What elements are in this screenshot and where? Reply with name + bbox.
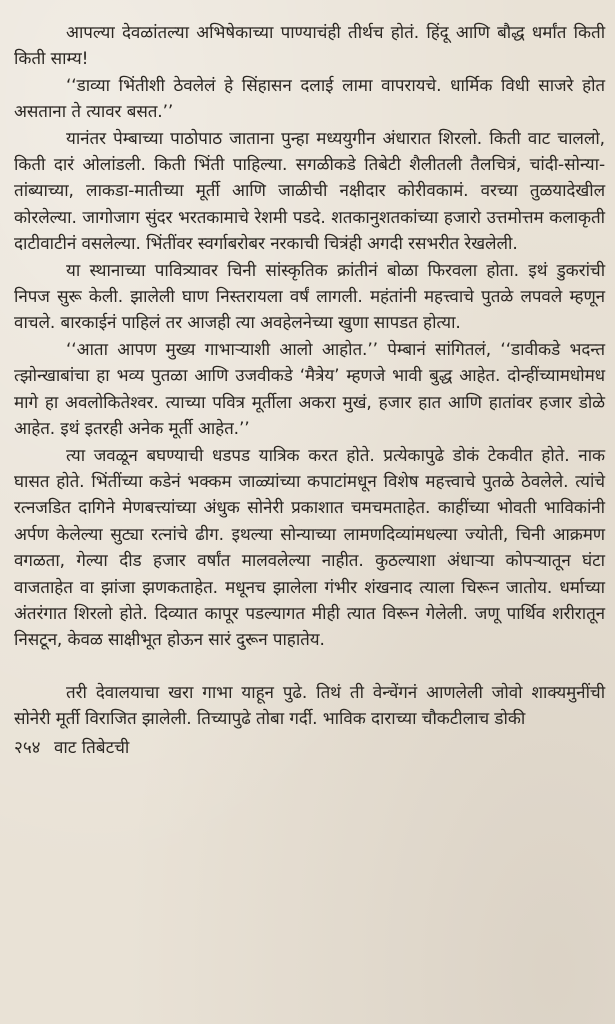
- section-gap: [14, 654, 605, 680]
- paragraph-1: आपल्या देवळांतल्या अभिषेकाच्या पाण्याचंही तीर्थच होतं. हिंदू आणि बौद्ध धर्मांत किती किती साम्य!: [14, 23, 605, 70]
- paragraph-5: ‘‘आता आपण मुख्य गाभाऱ्याशी आलो आहोत.’’ पेम्बानं सांगितलं, ‘‘डावीकडे भदन्त त्झोन्खाबांचा हा भव्य पुतळा आणि उजवीकडे ‘मैत्रेय’ म्हणजे भावी बुद्ध आहेत. दोन्हींच्यामधोमध मागे हा अवलोकितेश्वर. त्याच्या पवित्र मूर्तीला अकरा मुखं, हजार हात आणि हातांवर हजार डोळे आहेत. इथं इतरही अनेक मूर्ती आहेत.’’: [14, 339, 605, 440]
- body-text: [14, 20, 605, 733]
- page-number: २५४: [14, 737, 41, 758]
- paragraph-3: यानंतर पेम्बाच्या पाठोपाठ जाताना पुन्हा मध्ययुगीन अंधारात शिरलो. किती वाट चाललो, किती दारं ओलांडली. किती भिंती पाहिल्या. सगळीकडे तिबेटी शैलीतली तैलचित्रं, चांदी-सोन्या-तांब्याच्या, लाकडा-मातीच्या मूर्ती आणि जाळीची नक्षीदार कोरीवकामं. वरच्या तुळयादेखील कोरलेल्या. जागोजाग सुंदर भरतकामाचे रेशमी पडदे. शतकानुशतकांच्या हजारो उत्तमोत्तम कलाकृती दाटीवाटीनं वसलेल्या. भिंतींवर स्वर्गाबरोबर नरकाची चित्रंही अगदी रसभरीत रेखलेली.: [14, 128, 605, 255]
- paragraph-6: त्या जवळून बघण्याची धडपड यात्रिक करत होते. प्रत्येकापुढे डोकं टेकवीत होते. नाक घासत होते. भिंतींच्या कडेनं भक्कम जाळ्यांच्या कपाटांमधून विशेष महत्त्वाचे पुतळे ठेवलेले. त्यांचे रत्नजडित दागिने मेणबत्त्यांच्या अंधुक सोनेरी प्रकाशात चमचमताहेत. काहींच्या भोवती भाविकांनी अर्पण केलेल्या सुट्या रत्नांचे ढीग. इथल्या सोन्याच्या लामणदिव्यांमधल्या ज्योती, चिनी आक्रमण वगळता, गेल्या दीड हजार वर्षांत मालवलेल्या नाहीत. कुठल्याशा अंधाऱ्या कोपऱ्यातून घंटा वाजताहेत वा झांजा झणकताहेत. मधूनच झालेला गंभीर शंखनाद त्याला चिरून जातोय. धर्माच्या अंतरंगात शिरलो होते. दिव्यात कापूर पडल्यागत मीही त्यात विरून गेलेली. जणू पार्थिव शरीरातून निसटून, केवळ साक्षीभूत होऊन सारं दुरून पाहातेय.: [14, 445, 605, 651]
- paragraph-7: तरी देवालयाचा खरा गाभा याहून पुढे. तिथं ती वेन्चेंगनं आणलेली जोवो शाक्यमुनींची सोनेरी मूर्ती विराजित झालेली. तिच्यापुढे तोबा गर्दी. भाविक दाराच्या चौकटीलाच डोकी: [14, 682, 605, 730]
- page-footer: [14, 735, 605, 761]
- running-title: वाट तिबेटची: [53, 737, 130, 758]
- paragraph-4: या स्थानाच्या पावित्र्यावर चिनी सांस्कृतिक क्रांतीनं बोळा फिरवला होता. इथं डुकरांची निपज सुरू केली. झालेली घाण निस्तरायला वर्षं लागली. महंतांनी महत्त्वाचे पुतळे लपवले म्हणून वाचले. बारकाईनं पाहिलं तर आजही त्या अवहेलनेच्या खुणा सापडत होत्या.: [14, 260, 605, 334]
- paragraph-2: ‘‘डाव्या भिंतीशी ठेवलेलं हे सिंहासन दलाई लामा वापरायचे. धार्मिक विधी साजरे होत असताना ते त्यावर बसत.’’: [14, 75, 605, 123]
